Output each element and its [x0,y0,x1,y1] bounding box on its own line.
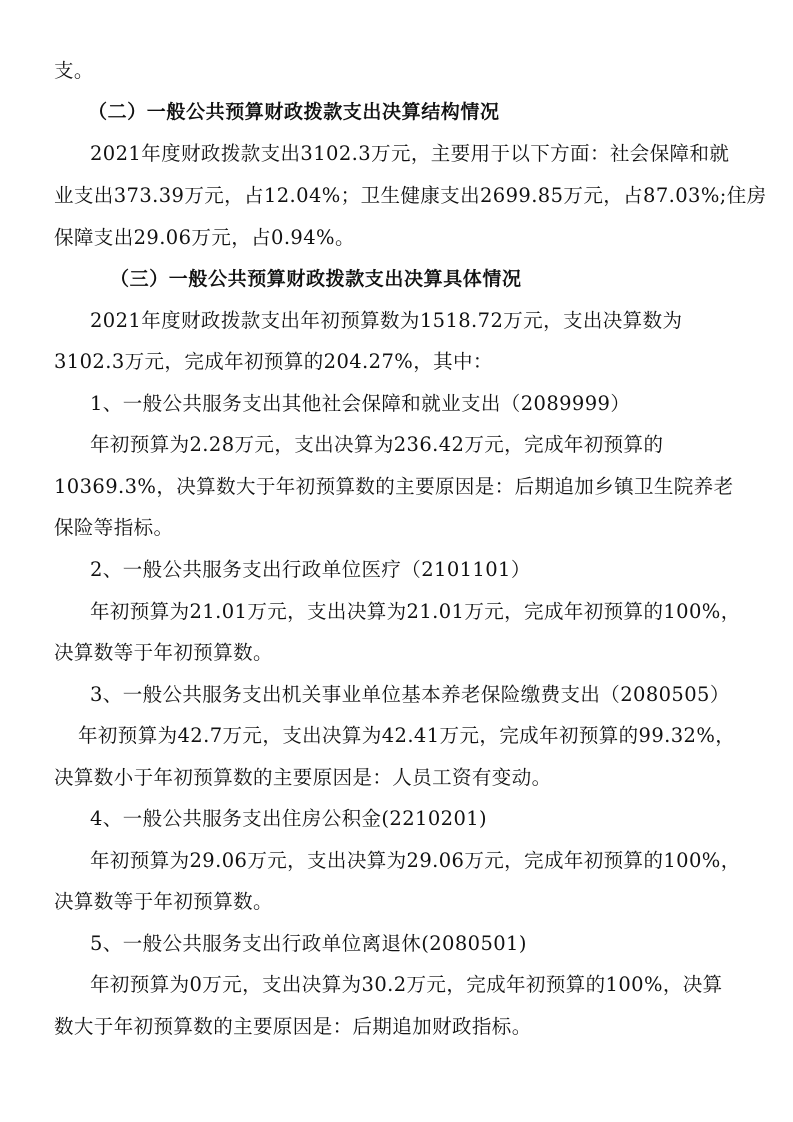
text-line: 年初预算为2.28万元，支出决算为236.42万元，完成年初预算的 [90,433,664,456]
text-line: 3102.3万元，完成年初预算的204.27%，其中： [54,350,493,373]
text-line: 保险等指标。 [54,516,174,539]
section-heading: （三）一般公共预算财政拨款支出决算具体情况 [110,268,522,290]
text-line: 2021年度财政拨款支出3102.3万元，主要用于以下方面：社会保障和就 [90,142,730,165]
text-line: 保障支出29.06万元，占0.94%。 [54,226,355,249]
text-line: 数大于年初预算数的主要原因是：后期追加财政指标。 [54,1015,532,1038]
text-line: 支。 [54,59,94,82]
text-line: 决算数等于年初预算数。 [54,641,273,664]
item-title: 4、一般公共服务支出住房公积金(2210201) [90,807,488,830]
text-line: 10369.3%，决算数大于年初预算数的主要原因是：后期追加乡镇卫生院养老 [54,475,734,498]
text-line: 年初预算为42.7万元，支出决算为42.41万元，完成年初预算的99.32%， [78,724,736,747]
text-line: 年初预算为29.06万元，支出决算为29.06万元，完成年初预算的100%， [90,849,741,872]
text-line: 年初预算为21.01万元，支出决算为21.01万元，完成年初预算的100%， [90,600,741,623]
item-title: 5、一般公共服务支出行政单位离退休(2080501) [90,932,527,955]
item-title: 1、一般公共服务支出其他社会保障和就业支出（2089999） [90,392,631,415]
item-title: 2、一般公共服务支出行政单位医疗（2101101） [90,558,531,581]
text-line: 年初预算为0万元，支出决算为30.2万元，完成年初预算的100%，决算 [90,973,723,996]
text-line: 2021年度财政拨款支出年初预算数为1518.72万元，支出决算数为 [90,309,683,332]
text-line: 决算数等于年初预算数。 [54,890,273,913]
section-heading: （二）一般公共预算财政拨款支出决算结构情况 [88,101,500,123]
text-line: 业支出373.39万元，占12.04%；卫生健康支出2699.85万元，占87.03%;住房 [54,184,767,207]
item-title: 3、一般公共服务支出机关事业单位基本养老保险缴费支出（2080505） [90,683,730,706]
text-line: 决算数小于年初预算数的主要原因是：人员工资有变动。 [54,766,552,789]
